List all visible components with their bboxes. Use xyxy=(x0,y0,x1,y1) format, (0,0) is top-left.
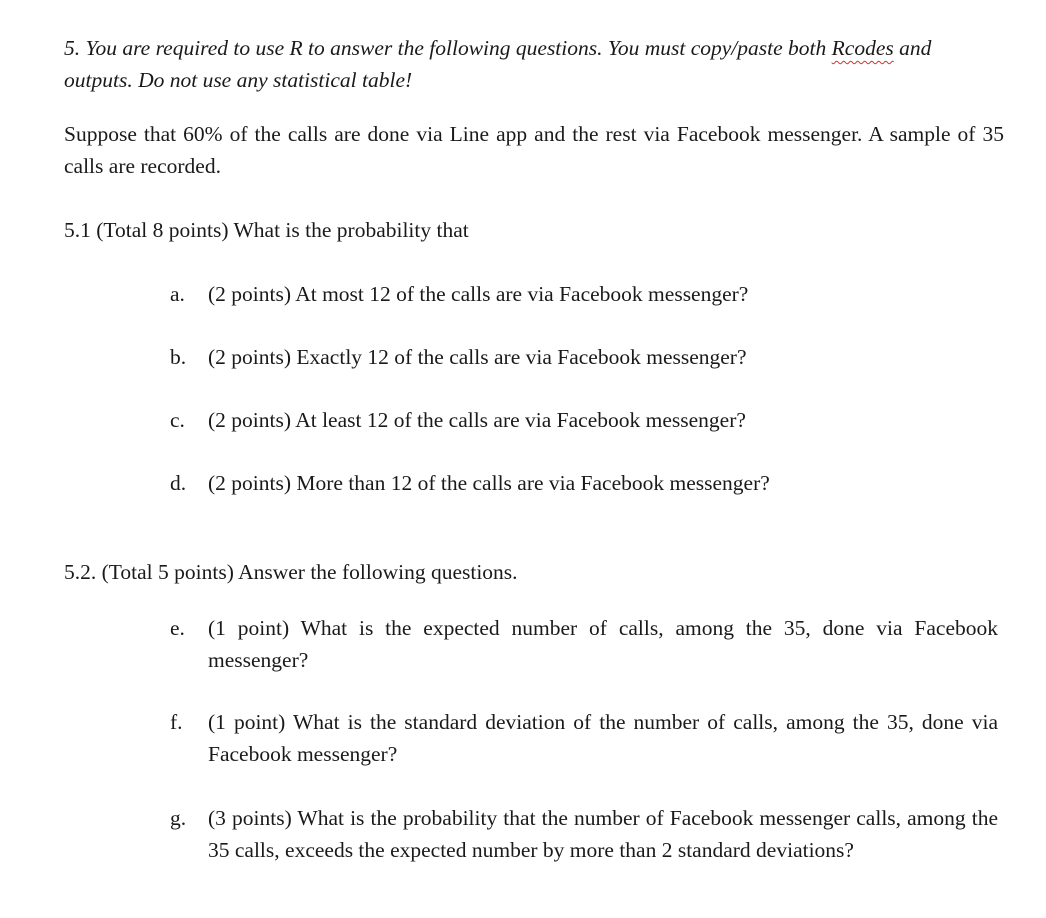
item-text: (2 points) Exactly 12 of the calls are via Facebook messenger? xyxy=(208,345,747,369)
item-text: (2 points) At most 12 of the calls are via Facebook messenger? xyxy=(208,282,749,306)
item-label: e. xyxy=(170,616,185,640)
list-item xyxy=(170,341,998,373)
item-text: (1 point) What is the standard deviation of the number of calls, among the 35, done via Facebook messenger? xyxy=(208,710,998,766)
question-instructions xyxy=(64,32,1004,96)
section-5-2-heading: 5.2. (Total 5 points) Answer the following questions. xyxy=(64,560,518,584)
rcodes-spellcheck-word: Rcodes xyxy=(831,36,894,60)
item-label: d. xyxy=(170,471,187,495)
item-text: (2 points) At least 12 of the calls are via Facebook messenger? xyxy=(208,408,746,432)
item-label: a. xyxy=(170,282,185,306)
item-label: g. xyxy=(170,806,187,830)
problem-scenario: Suppose that 60% of the calls are done via Line app and the rest via Facebook messenger. A sample of 35 calls are recorded. xyxy=(64,122,1004,178)
list-item xyxy=(170,612,998,676)
list-item xyxy=(170,467,998,499)
list-item xyxy=(170,404,998,436)
list-item xyxy=(170,706,998,770)
list-item xyxy=(170,278,998,310)
item-label: c. xyxy=(170,408,185,432)
item-label: b. xyxy=(170,345,187,369)
item-label: f. xyxy=(170,710,183,734)
section-5-1-heading: 5.1 (Total 8 points) What is the probability that xyxy=(64,218,469,242)
instructions-text-start: 5. You are required to use R to answer the following questions. You must copy/paste both xyxy=(64,36,832,60)
item-text: (1 point) What is the expected number of calls, among the 35, done via Facebook messenger? xyxy=(208,616,998,672)
item-text: (2 points) More than 12 of the calls are via Facebook messenger? xyxy=(208,471,770,495)
list-item xyxy=(170,802,998,866)
instructions-text-end: and outputs. Do not use any statistical table! xyxy=(64,36,932,92)
item-text: (3 points) What is the probability that the number of Facebook messenger calls, among the 35 calls, exceeds the expected number by more than 2 standard deviations? xyxy=(208,806,998,862)
